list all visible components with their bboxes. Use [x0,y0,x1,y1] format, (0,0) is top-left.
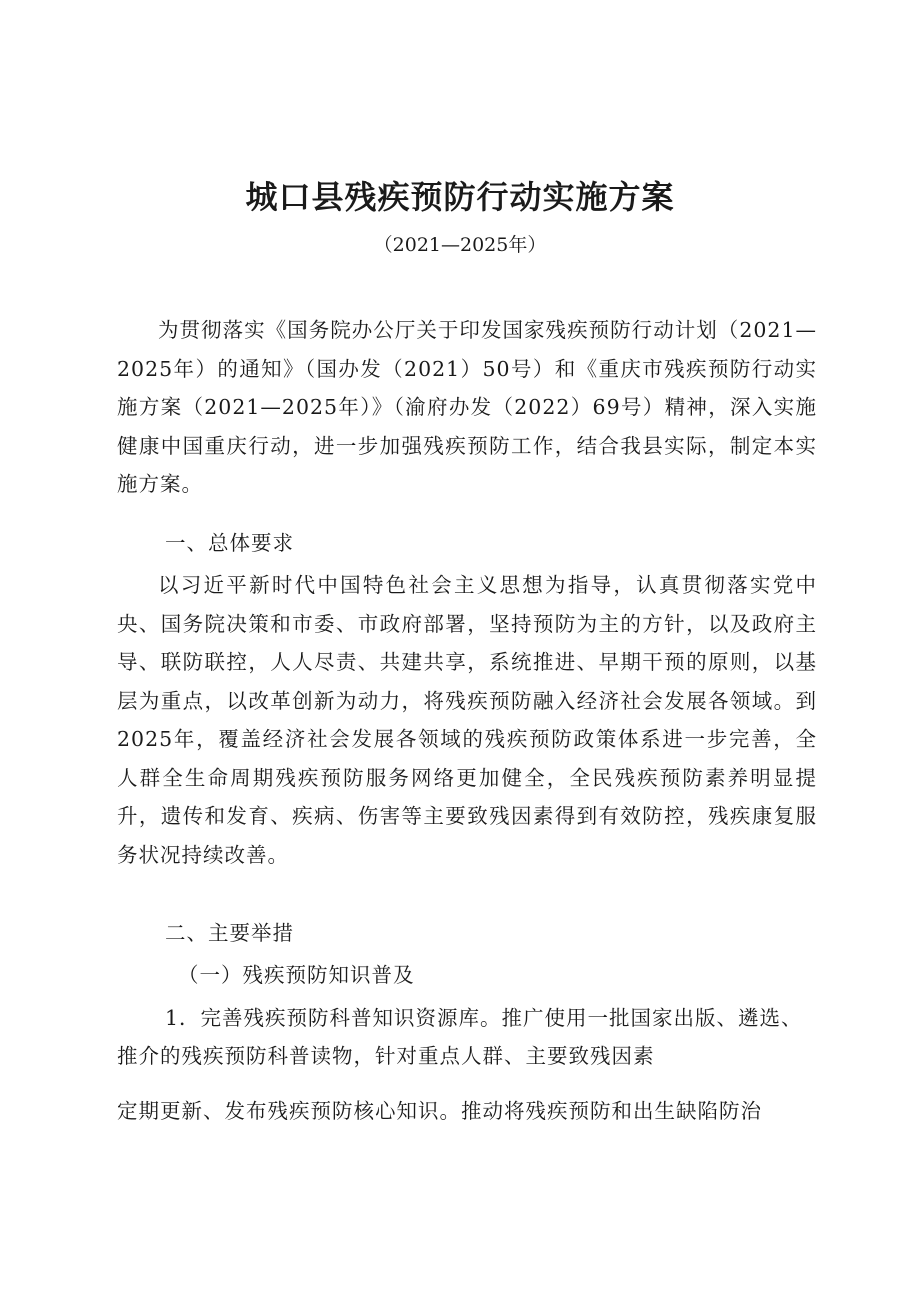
item1-line2: 推介的残疾预防科普读物，针对重点人群、主要致残因素 [117,1044,655,1068]
document-title: 城口县残疾预防行动实施方案 [245,178,675,216]
intro-paragraph: 为贯彻落实《国务院办公厅关于印发国家残疾预防行动计划（2021—2025年）的通知》（国办发（2021）50号）和《重庆市残疾预防行动实施方案（2021—2025年）》（渝府办发（2022）69号）精神，深入实施健康中国重庆行动，进一步加强残疾预防工作，结合我县实际，制定本实施方案。 [117,318,817,496]
section2-heading: 二、主要举措 [165,921,294,945]
section1-paragraph: 以习近平新时代中国特色社会主义思想为指导，认真贯彻落实党中央、国务院决策和市委、市政府部署，坚持预防为主的方针，以及政府主导、联防联控，人人尽责、共建共享，系统推进、早期干预的原则，以基层为重点，以改革创新为动力，将残疾预防融入经济社会发展各领域。到2025年，覆盖经济社会发展各领域的残疾预防政策体系进一步完善，全人群全生命周期残疾预防服务网络更加健全，全民残疾预防素养明显提升，遗传和发育、疾病、伤害等主要致残因素得到有效防控，残疾康复服务状况持续改善。 [117,573,817,867]
section1-heading: 一、总体要求 [165,531,294,555]
document-subtitle: （2021—2025年） [373,234,547,256]
item1-line1: 1．完善残疾预防科普知识资源库。推广使用一批国家出版、遴选、 [165,1006,803,1030]
subsection1-heading: （一）残疾预防知识普及 [178,963,415,987]
item1-line3: 定期更新、发布残疾预防核心知识。推动将残疾预防和出生缺陷防治 [117,1099,762,1123]
